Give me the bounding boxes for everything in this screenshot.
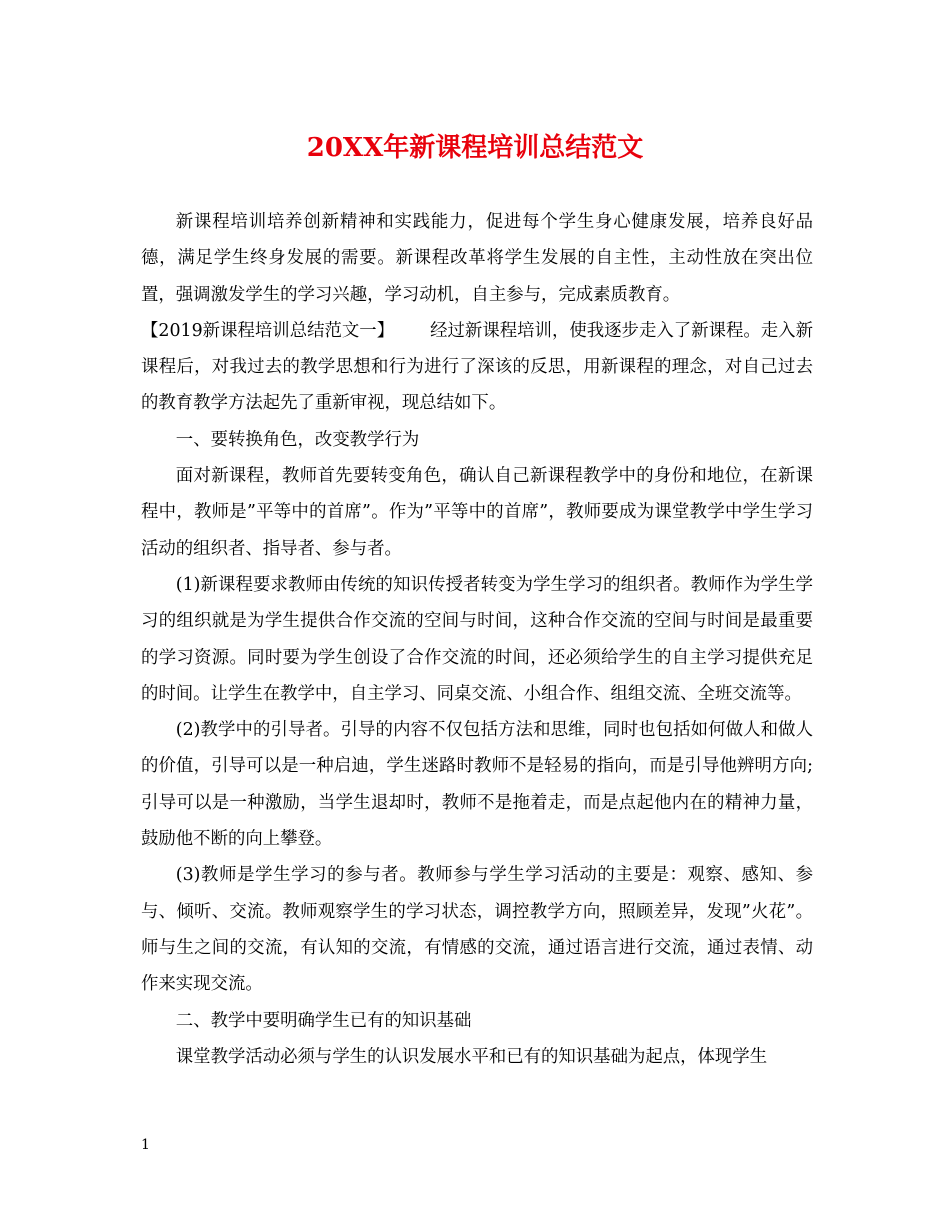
section1-paragraph-1: 面对新课程，教师首先要转变角色，确认自己新课程教学中的身份和地位，在新课程中，教师是”平等中的首席”。作为”平等中的首席”，教师要成为课堂教学中学生学习活动的组织者、指导者、参与者。 xyxy=(141,466,813,559)
sample-heading: 【2019新课程培训总结范文一】 xyxy=(141,320,395,341)
document-body xyxy=(141,204,813,1075)
page-number: 1 xyxy=(141,1137,150,1153)
section2-heading: 二、教学中要明确学生已有的知识基础 xyxy=(175,1010,472,1031)
sample-paragraph xyxy=(141,313,813,422)
document-title: 20XX年新课程培训总结范文 xyxy=(306,133,644,163)
sample-lead-text: 经过新课程培训，使我逐步走入了新课程。走入新课程后，对我过去的教学思想和行为进行了深该的反思，用新课程的理念，对自己过去的教育教学方法起先了重新审视，现总结如下。 xyxy=(141,320,813,414)
section2-paragraph-1: 课堂教学活动必须与学生的认识发展水平和已有的知识基础为起点，体现学生 xyxy=(175,1046,768,1067)
section1-paragraph-2: (1)新课程要求教师由传统的知识传授者转变为学生学习的组织者。教师作为学生学习的组织就是为学生提供合作交流的空间与时间，这种合作交流的空间与时间是最重要的学习资源。同时要为学生创设了合作交流的时间，还必须给学生的自主学习提供充足的时间。让学生在教学中，自主学习、同桌交流、小组合作、组组交流、全班交流等。 xyxy=(141,574,813,704)
section1-paragraph-4: (3)教师是学生学习的参与者。教师参与学生学习活动的主要是：观察、感知、参与、倾听、交流。教师观察学生的学习状态，调控教学方向，照顾差异，发现”火花”。师与生之间的交流，有认知的交流，有情感的交流，通过语言进行交流，通过表情、动作来实现交流。 xyxy=(141,865,813,995)
section1-paragraph-3: (2)教学中的引导者。引导的内容不仅包括方法和思维，同时也包括如何做人和做人的价值，引导可以是一种启迪，学生迷路时教师不是轻易的指向，而是引导他辨明方向;引导可以是一种激励，当学生退却时，教师不是拖着走，而是点起他内在的精神力量，鼓励他不断的向上攀登。 xyxy=(141,720,813,850)
section1-heading: 一、要转换角色，改变教学行为 xyxy=(175,429,420,450)
intro-paragraph: 新课程培训培养创新精神和实践能力，促进每个学生身心健康发展，培养良好品德，满足学生终身发展的需要。新课程改革将学生发展的自主性，主动性放在突出位置，强调激发学生的学习兴趣，学习动机，自主参与，完成素质教育。 xyxy=(141,212,813,305)
